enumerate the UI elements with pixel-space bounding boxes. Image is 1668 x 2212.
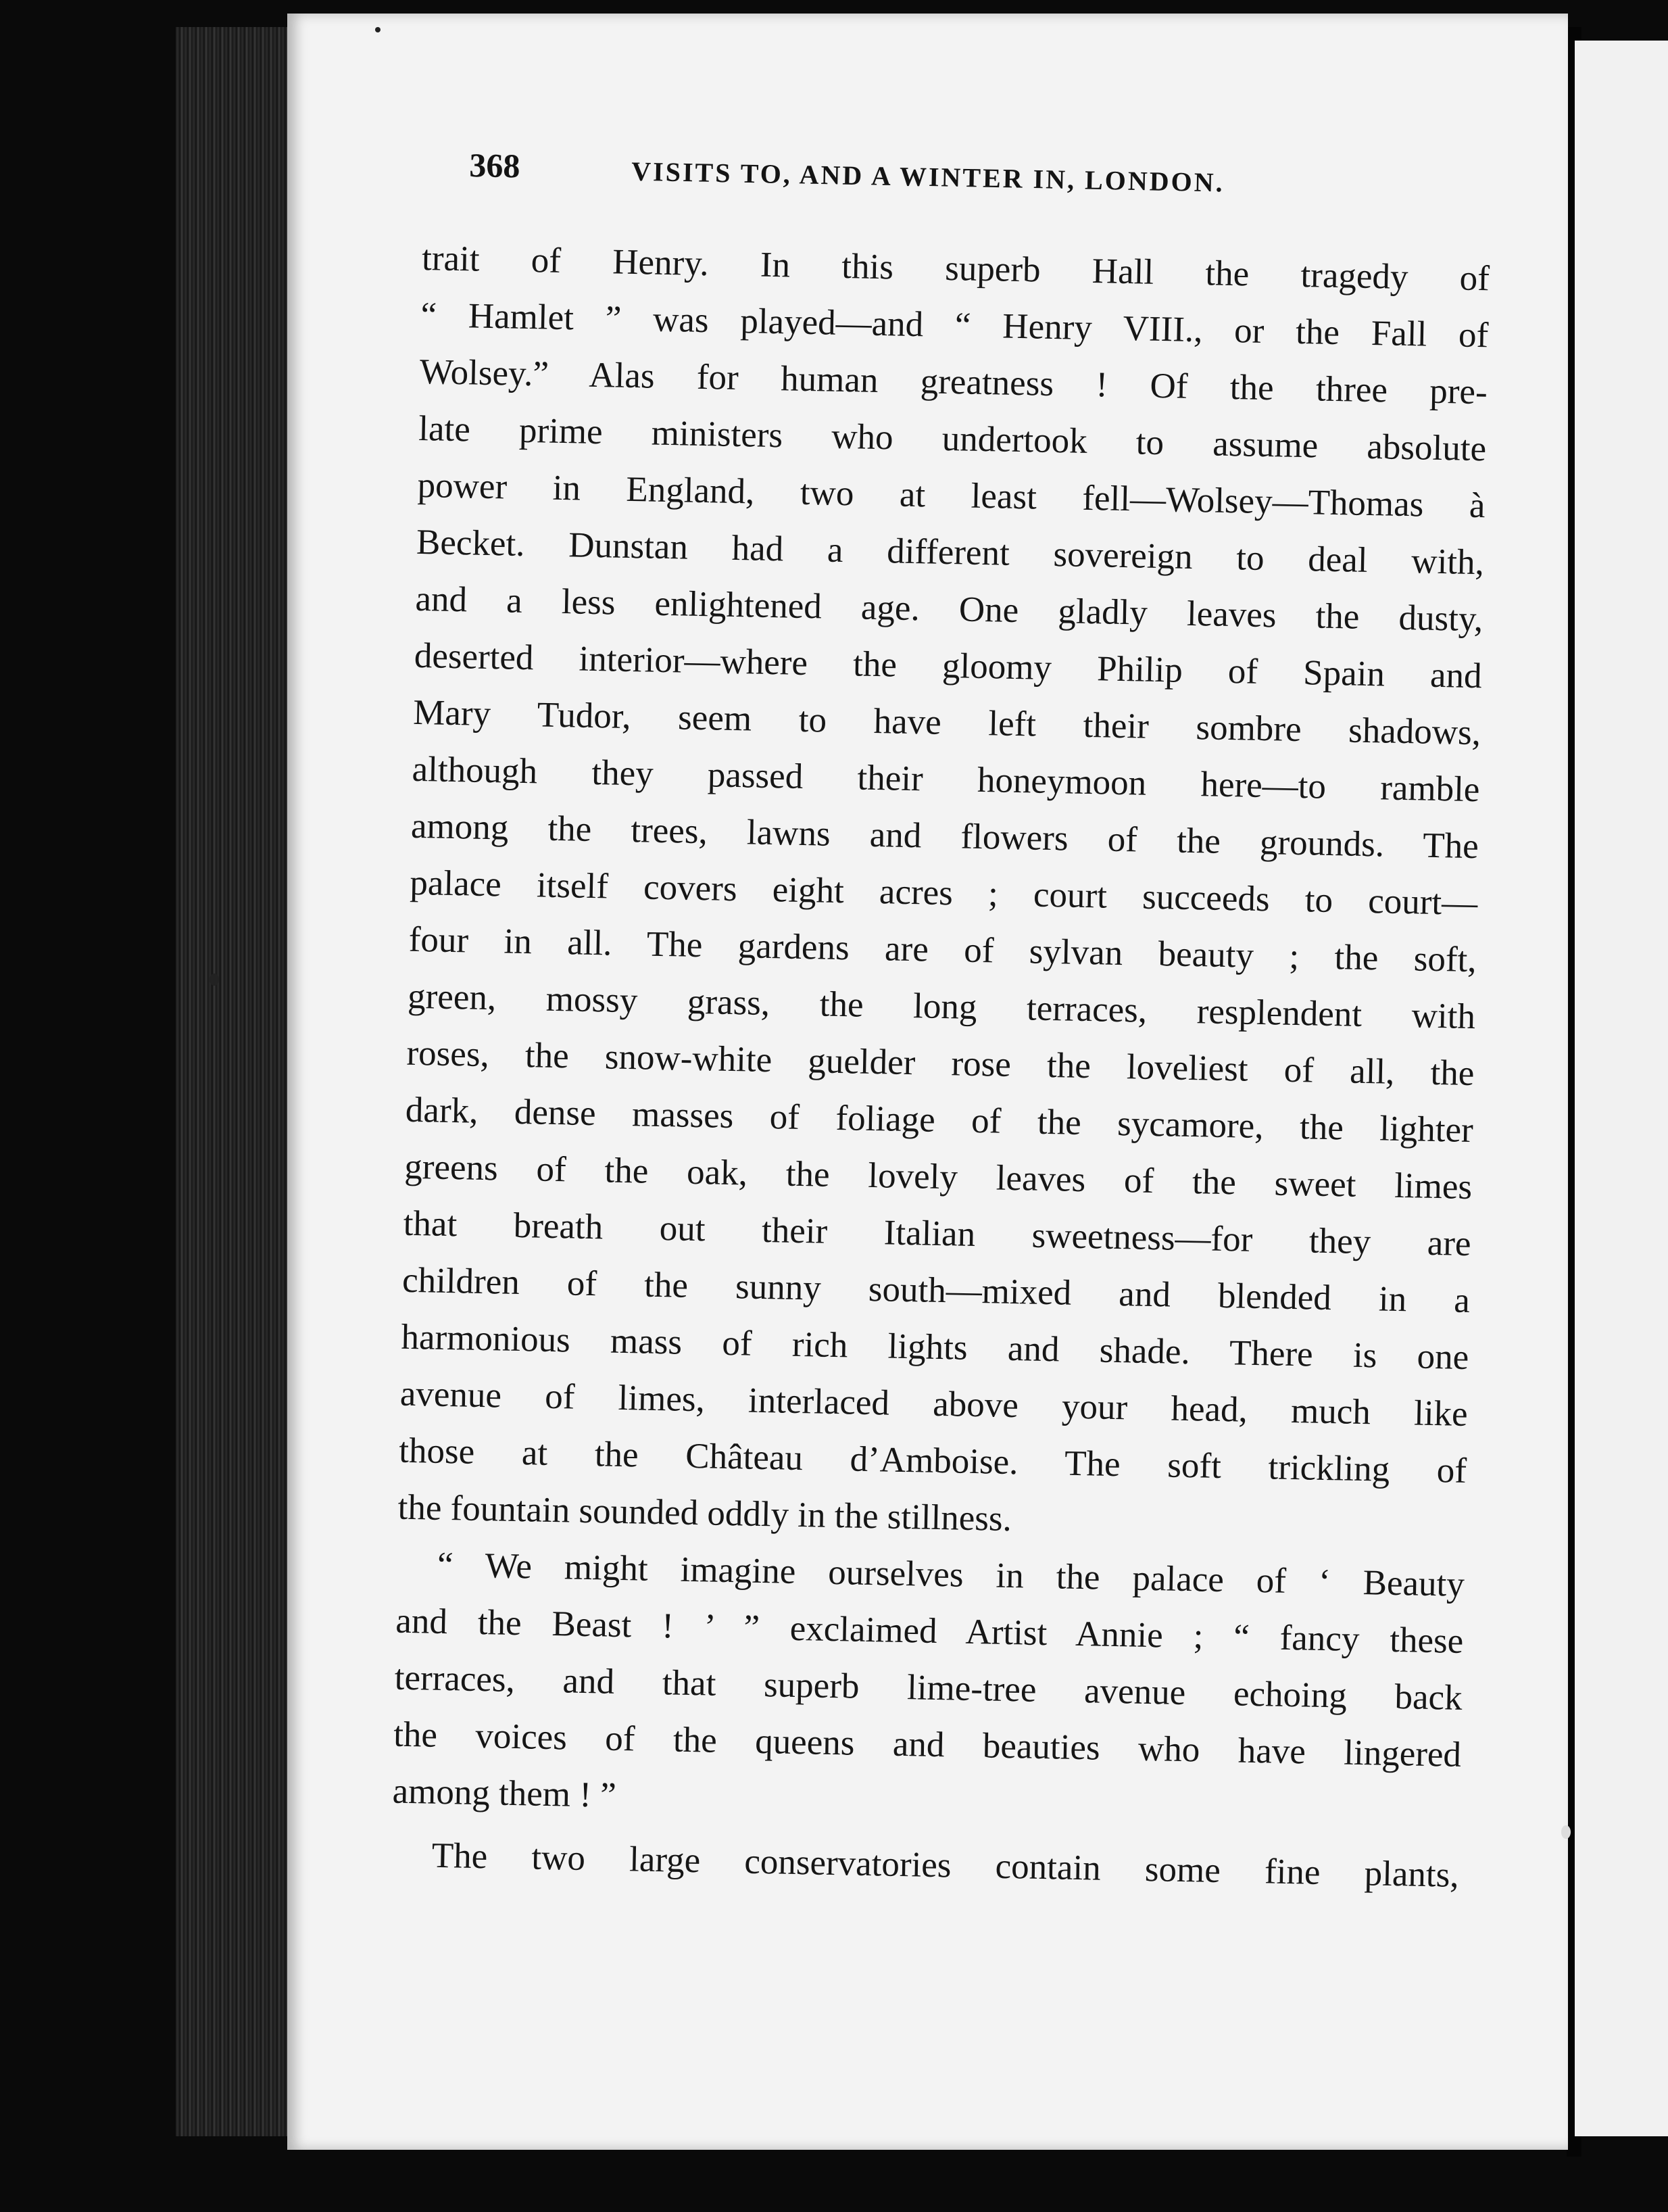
text-line: those at the Château d’Amboise. The soft trickling of [398, 1430, 1467, 1491]
text-line: “ Hamlet ” was played—and “ Henry VIII., or the Fall of [420, 295, 1489, 356]
text-line: roses, the snow-white guelder rose the loveliest of all, the [406, 1033, 1475, 1094]
text-line: deserted interior—where the gloomy Philip of Spain and [414, 635, 1483, 696]
text-line: among the trees, lawns and flowers of the grounds. The [410, 806, 1479, 867]
text-line: dark, dense masses of foliage of the sycamore, the lighter [405, 1090, 1474, 1151]
text-line: late prime ministers who undertook to assume absolute [418, 408, 1487, 469]
page-number: 368 [468, 145, 520, 185]
page-header [468, 145, 1564, 220]
text-line: The two large conservatories contain some fine plants, [431, 1835, 1460, 1895]
facing-page-edge [1575, 41, 1668, 2136]
text-line: greens of the oak, the lovely leaves of the sweet limes [403, 1147, 1473, 1207]
text-line: children of the sunny south—mixed and blended in a [401, 1260, 1471, 1321]
text-line: although they passed their honeymoon here—to ramble [412, 749, 1480, 810]
text-line: that breath out their Italian sweetness—for they are [403, 1203, 1472, 1264]
text-line: palace itself covers eight acres ; court succeeds to court— [409, 863, 1478, 923]
running-title: VISITS TO, AND A WINTER IN, LONDON. [631, 155, 1225, 198]
text-line: Wolsey.” Alas for human greatness ! Of the three pre- [419, 352, 1488, 412]
text-line: and the Beast ! ’ ” exclaimed Artist Annie ; “ fancy these [395, 1601, 1464, 1661]
text-line: the voices of the queens and beauties who have lingered [393, 1714, 1462, 1775]
text-line: and a less enlightened age. One gladly leaves the dusty, [414, 579, 1483, 640]
text-line: Becket. Dunstan had a different sovereign to deal with, [416, 522, 1485, 583]
book-spine-edge [176, 27, 291, 2136]
text-line: among them ! ” [392, 1771, 617, 1815]
text-line: Mary Tudor, seem to have left their sombre shadows, [412, 692, 1481, 753]
text-line: terraces, and that superb lime-tree avenue echoing back [394, 1658, 1463, 1718]
scan-speck [1561, 1825, 1571, 1839]
text-line: the fountain sounded oddly in the stillness. [397, 1487, 1012, 1539]
scan-speck [375, 27, 381, 32]
text-line: avenue of limes, interlaced above your head, much like [399, 1374, 1469, 1435]
text-line: power in England, two at least fell—Wolsey—Thomas à [417, 465, 1486, 526]
text-line: four in all. The gardens are of sylvan beauty ; the soft, [408, 919, 1477, 980]
text-line: trait of Henry. In this superb Hall the tragedy of [421, 238, 1490, 299]
scan-speck [210, 973, 219, 986]
text-line: “ We might imagine ourselves in the palace of ‘ Beauty [437, 1545, 1465, 1604]
text-line: green, mossy grass, the long terraces, resplendent with [407, 976, 1476, 1037]
book-page [287, 14, 1568, 2150]
body-text [391, 230, 1490, 1904]
text-line: harmonious mass of rich lights and shade. There is one [400, 1317, 1469, 1378]
